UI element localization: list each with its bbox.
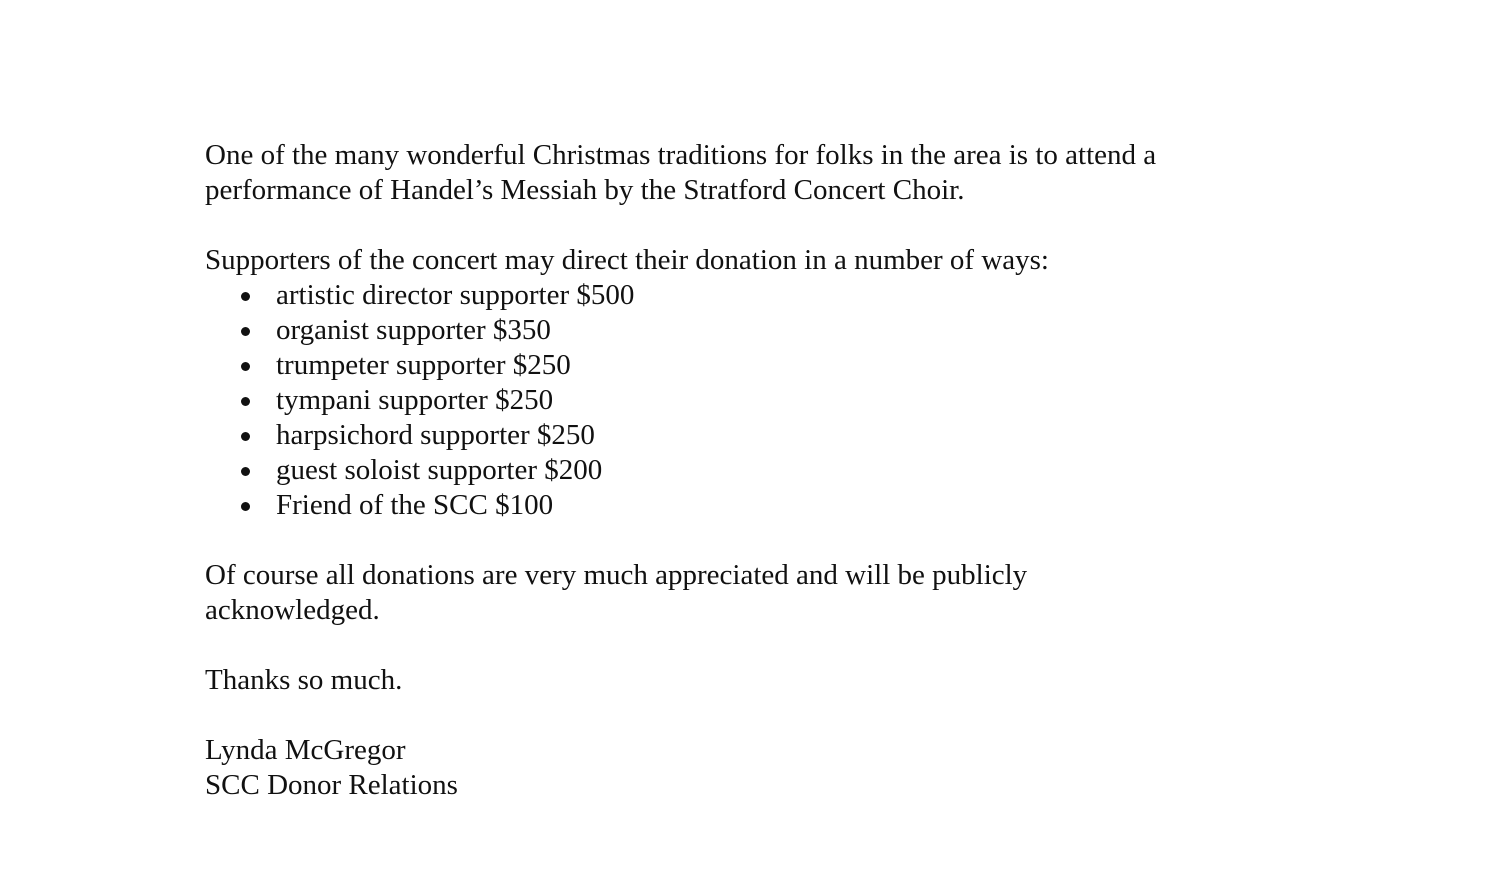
closing-line-1: Of course all donations are very much appreciated and will be publicly bbox=[205, 559, 1028, 591]
thanks-line: Thanks so much. bbox=[205, 664, 403, 696]
signer-title: SCC Donor Relations bbox=[205, 769, 458, 801]
list-item bbox=[205, 348, 1305, 383]
tier-label: Friend of the SCC $100 bbox=[276, 489, 554, 521]
donation-tier-list bbox=[205, 278, 1305, 523]
paragraph-spacer bbox=[205, 628, 1305, 663]
paragraph-spacer bbox=[205, 208, 1305, 243]
list-item bbox=[205, 453, 1305, 488]
bullet-icon bbox=[241, 502, 250, 511]
list-item bbox=[205, 383, 1305, 418]
paragraph-spacer bbox=[205, 523, 1305, 558]
tier-label: harpsichord supporter $250 bbox=[276, 419, 595, 451]
letter-body bbox=[205, 138, 1305, 803]
intro-line-2: performance of Handel’s Messiah by the Stratford Concert Choir. bbox=[205, 174, 965, 206]
tier-label: organist supporter $350 bbox=[276, 314, 551, 346]
tier-label: artistic director supporter $500 bbox=[276, 279, 635, 311]
intro-line-1: One of the many wonderful Christmas traditions for folks in the area is to attend a bbox=[205, 139, 1157, 171]
supporters-heading: Supporters of the concert may direct their donation in a number of ways: bbox=[205, 244, 1049, 276]
list-item bbox=[205, 418, 1305, 453]
closing-line-2: acknowledged. bbox=[205, 594, 380, 626]
bullet-icon bbox=[241, 327, 250, 336]
bullet-icon bbox=[241, 432, 250, 441]
bullet-icon bbox=[241, 362, 250, 371]
tier-label: tympani supporter $250 bbox=[276, 384, 554, 416]
list-item bbox=[205, 488, 1305, 523]
signature-block bbox=[205, 733, 1305, 803]
tier-label: guest soloist supporter $200 bbox=[276, 454, 603, 486]
list-item bbox=[205, 278, 1305, 313]
list-item bbox=[205, 313, 1305, 348]
paragraph-spacer bbox=[205, 698, 1305, 733]
tier-label: trumpeter supporter $250 bbox=[276, 349, 571, 381]
bullet-icon bbox=[241, 397, 250, 406]
signer-name: Lynda McGregor bbox=[205, 734, 406, 766]
bullet-icon bbox=[241, 467, 250, 476]
bullet-icon bbox=[241, 292, 250, 301]
